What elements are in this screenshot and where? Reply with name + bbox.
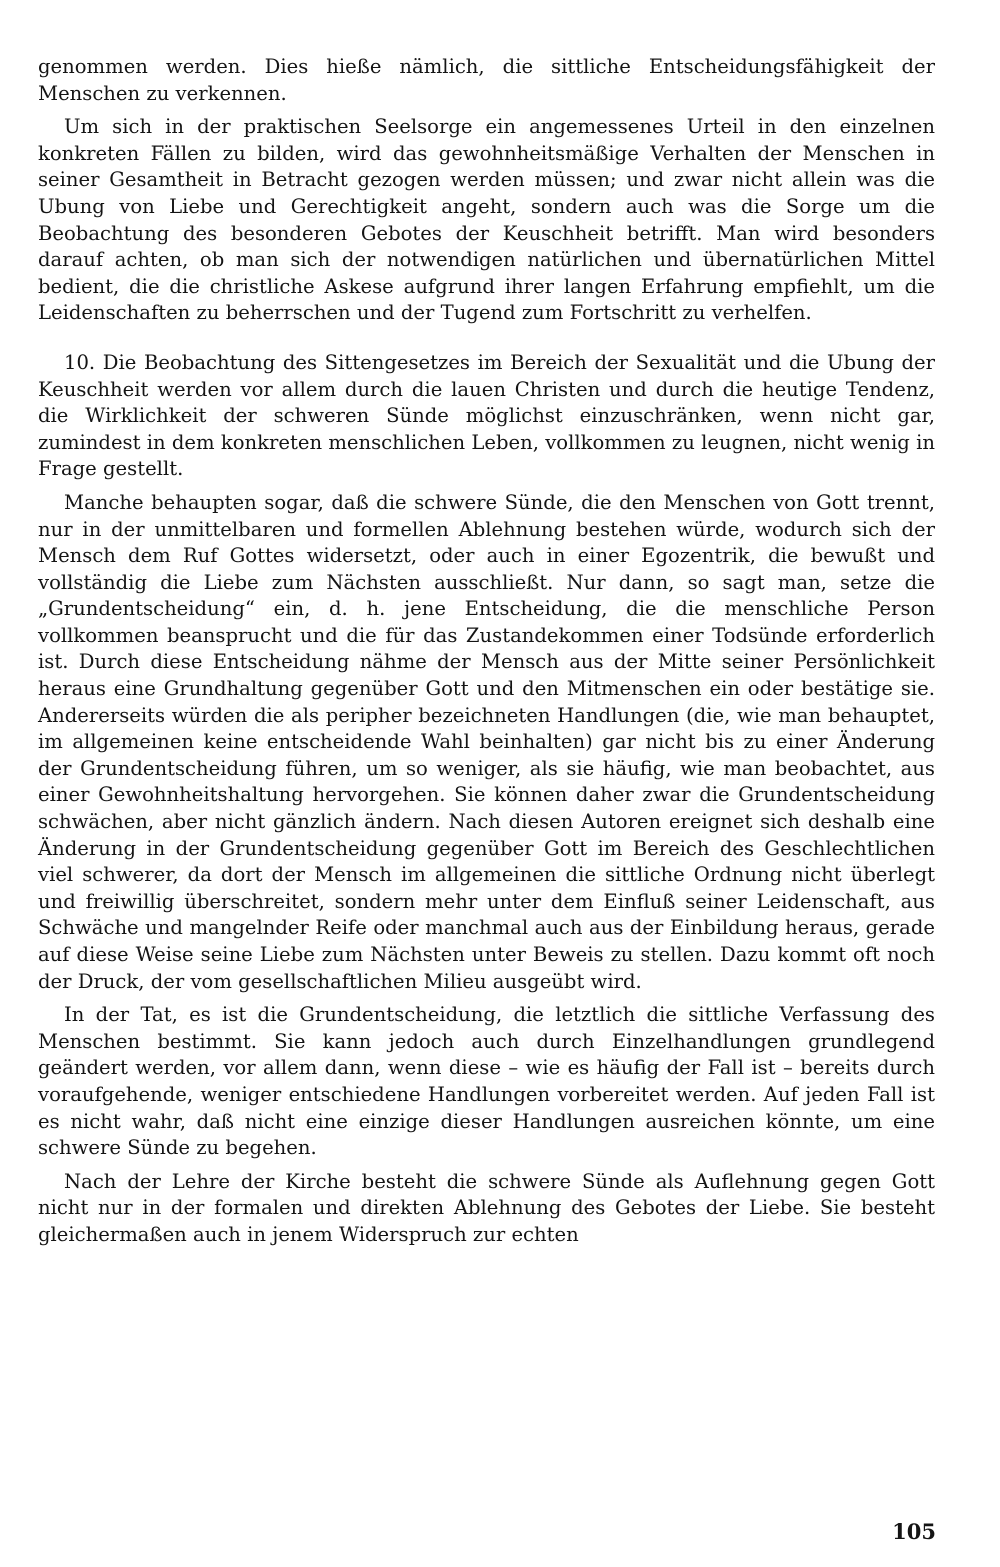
paragraph-pastoral-judgment: Um sich in der praktischen Seelsorge ein angemessenes Urteil in den einzelnen konkreten Fällen zu bilden, wird das gewohnheitsmäßige Verhalten der Menschen in seiner Gesamtheit in Betracht gezogen werden müssen; und zwar nicht allein was die Ubung von Liebe und Gerechtigkeit angeht, sondern auch was die Sorge um die Beobachtung des besonderen Gebotes der Keuschheit betrifft. Man wird besonders darauf achten, ob man sich der notwendigen natürlichen und übernatürlichen Mittel bedient, die die christliche Askese aufgrund ihrer langen Erfahrung empfiehlt, um die Leidenschaften zu beherrschen und der Tugend zum Fortschritt zu verhelfen. [38, 115, 935, 325]
page-number: 105 [892, 1519, 936, 1544]
page-body [38, 54, 935, 1249]
paragraph-church-teaching: Nach der Lehre der Kirche besteht die schwere Sünde als Auflehnung gegen Gott nicht nur in der formalen und direkten Ablehnung des Gebotes der Liebe. Sie besteht gleichermaßen auch in jenem Widerspruch zur echten [38, 1169, 935, 1246]
paragraph-section-10: 10. Die Beobachtung des Sittengesetzes im Bereich der Sexualität und die Ubung der Keuschheit werden vor allem durch die lauen Christen und durch die heutige Tendenz, die Wirklichkeit der schweren Sünde möglichst einzuschränken, wenn nicht gar, zumindest in dem konkreten menschlichen Leben, vollkommen zu leugnen, nicht wenig in Frage gestellt. [38, 350, 935, 481]
paragraph-continuation: genommen werden. Dies hieße nämlich, die sittliche Entscheidungsfähigkeit der Menschen zu verkennen. [38, 55, 935, 105]
paragraph-fundamental-option: Manche behaupten sogar, daß die schwere Sünde, die den Menschen von Gott trennt, nur in der unmittelbaren und formellen Ablehnung bestehen würde, wodurch sich der Mensch dem Ruf Gottes widersetzt, oder auch in einer Egozentrik, die bewußt und vollständig die Liebe zum Nächsten ausschließt. Nur dann, so sagt man, setze die „Grundentscheidung“ ein, d. h. jene Entscheidung, die die menschliche Person vollkommen beansprucht und die für das Zustandekommen einer Todsünde erforderlich ist. Durch diese Entscheidung nähme der Mensch aus der Mitte seiner Persönlichkeit heraus eine Grundhaltung gegenüber Gott und den Mitmenschen ein oder bestätige sie. Andererseits würden die als peripher bezeichneten Handlungen (die, wie man behauptet, im allgemeinen keine entscheidende Wahl beinhalten) gar nicht bis zu einer Änderung der Grundentscheidung führen, um so weniger, als sie häufig, wie man beobachtet, aus einer Gewohnheitshaltung hervorgehen. Sie können daher zwar die Grundentscheidung schwächen, aber nicht gänzlich ändern. Nach diesen Autoren ereignet sich deshalb eine Änderung in der Grundentscheidung gegenüber Gott im Bereich des Geschlechtlichen viel schwerer, da dort der Mensch im allgemeinen die sittliche Ordnung nicht überlegt und freiwillig überschreitet, sondern mehr unter dem Einfluß seiner Leidenschaft, aus Schwäche und mangelnder Reife oder manchmal auch aus der Einbildung heraus, gerade auf diese Weise seine Liebe zum Nächsten unter Beweis zu stellen. Dazu kommt oft noch der Druck, der vom gesellschaftlichen Milieu ausgeübt wird. [38, 490, 935, 993]
paragraph-moral-disposition: In der Tat, es ist die Grundentscheidung, die letztlich die sittliche Verfassung des Menschen bestimmt. Sie kann jedoch auch durch Einzelhandlungen grundlegend geändert werden, vor allem dann, wenn diese – wie es häufig der Fall ist – bereits durch voraufgehende, weniger entschiedene Handlungen vorbereitet werden. Auf jeden Fall ist es nicht wahr, daß nicht eine einzige dieser Handlungen ausreichen könnte, um eine schwere Sünde zu begehen. [38, 1003, 935, 1160]
